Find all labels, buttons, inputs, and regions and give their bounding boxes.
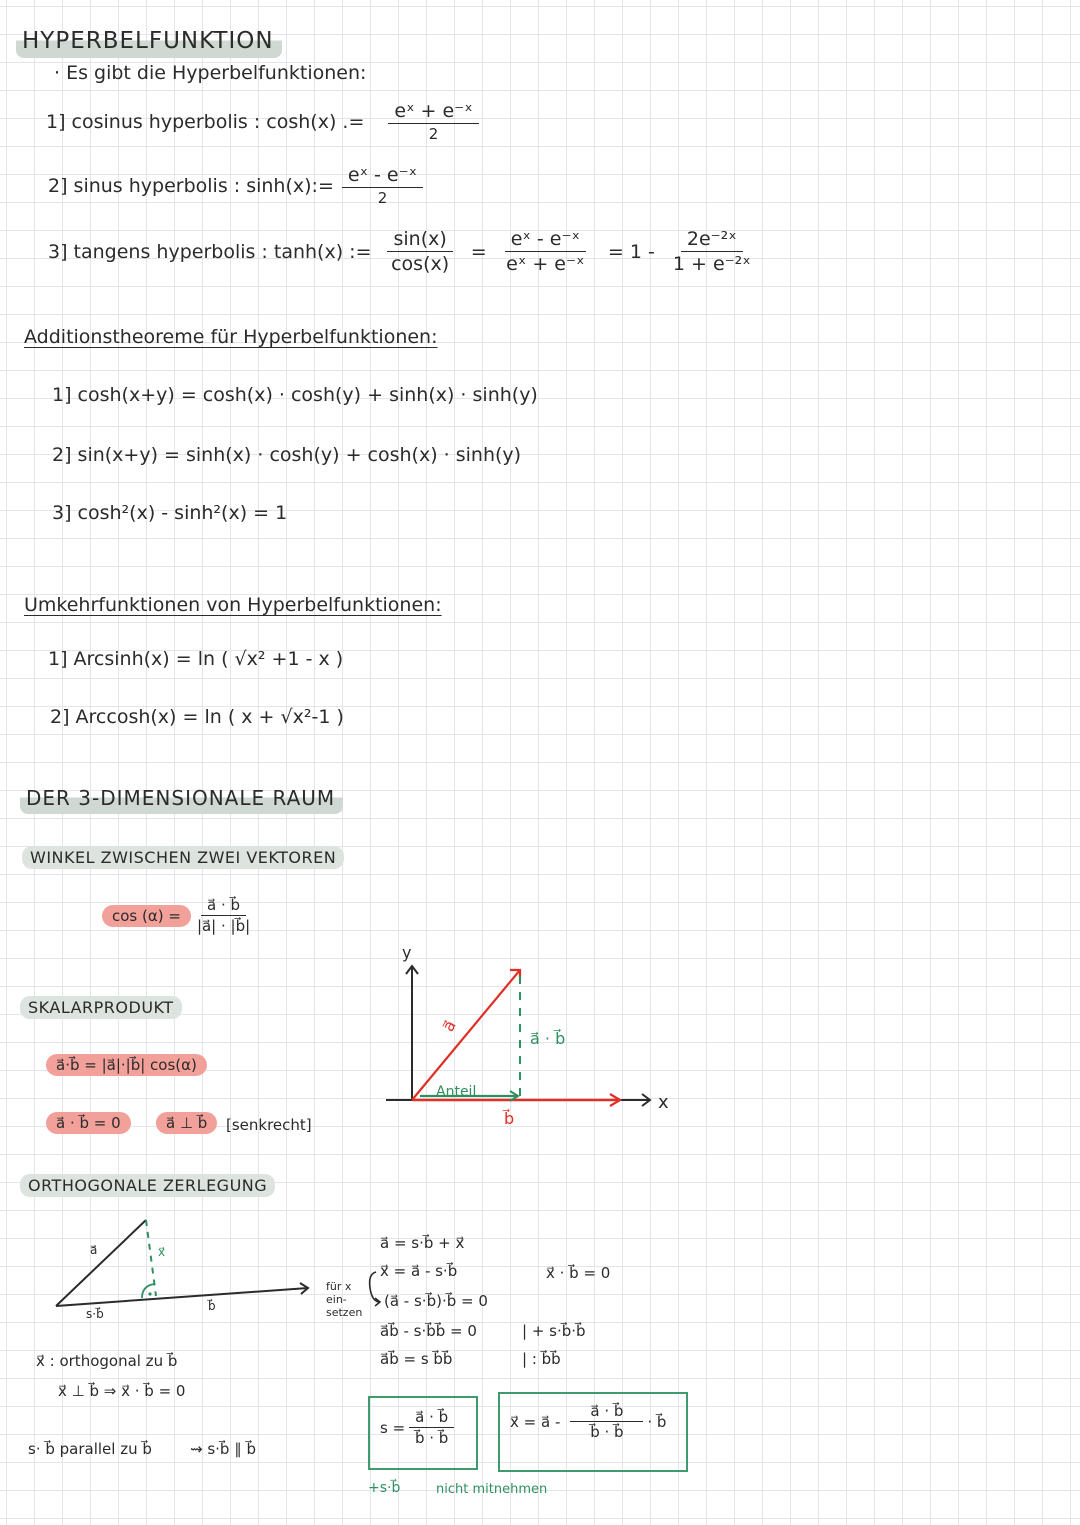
triangle-x-label: x⃗: [158, 1245, 166, 1259]
winkel-subtitle: WINKEL ZWISCHEN ZWEI VEKTOREN: [22, 846, 344, 869]
bracket-curve: [370, 1272, 380, 1302]
ortho-step-3: (a⃗ - s·b⃗)·b⃗ = 0: [384, 1292, 488, 1310]
ortho-triangle: [44, 1206, 324, 1326]
x-axis-label: x: [658, 1092, 669, 1113]
additions-item-3: 3] cosh²(x) - sinh²(x) = 1: [52, 502, 288, 524]
formula-cosh-fraction: [388, 100, 478, 143]
formula-tanh-frac2: [505, 228, 586, 275]
projection-label: a⃗ · b⃗: [530, 1029, 566, 1048]
anteil-label: Anteil: [436, 1084, 477, 1100]
inverse-item-2: 2] Arccosh(x) = ln ( x + √x²-1 ): [50, 706, 344, 728]
vector-a-label: a⃗: [438, 1016, 460, 1035]
result-x-fraction: [570, 1402, 643, 1441]
formula-tanh-frac3-num: 2e⁻²ˣ: [681, 228, 743, 252]
triangle-a: [56, 1220, 146, 1306]
formula-tanh-frac1-num: sin(x): [387, 228, 452, 252]
additions-item-2: 2] sin(x+y) = sinh(x) · cosh(y) + cosh(x) · sinh(y): [52, 444, 522, 466]
inverse-item-1: 1] Arcsinh(x) = ln ( √x² +1 - x ): [48, 648, 344, 670]
winkel-formula-den: |a⃗| · |b⃗|: [196, 917, 251, 935]
ortho-line-1: x⃗ : orthogonal zu b⃗: [36, 1352, 178, 1370]
ortho-step-2: x⃗ = a⃗ - s·b⃗: [380, 1262, 458, 1280]
fuer-x-einsetzen: [326, 1280, 362, 1319]
ortho-op-2: | : b⃗b⃗: [522, 1350, 561, 1368]
ortho-line-3: s· b⃗ parallel zu b⃗: [28, 1440, 152, 1458]
result-x-num: a⃗ · b⃗: [570, 1402, 643, 1422]
result-s-num: a⃗ · b⃗: [409, 1408, 454, 1428]
formula-tanh-frac2-den: eˣ + e⁻ˣ: [506, 253, 585, 275]
result-x-den: b⃗ · b⃗: [590, 1423, 624, 1441]
ortho-side-note: x⃗ · b⃗ = 0: [546, 1264, 611, 1282]
formula-tanh-label: 3] tangens hyperbolis : tanh(x) :=: [48, 240, 372, 263]
projection-diagram: [380, 940, 700, 1140]
formula-tanh: [48, 228, 755, 275]
winkel-formula-num: a⃗ · b⃗: [201, 896, 246, 916]
formula-cosh: [46, 100, 483, 143]
inverse-heading: Umkehrfunktionen von Hyperbelfunktionen:: [24, 594, 442, 616]
y-axis-label: y: [402, 943, 412, 962]
triangle-sb-label: s·b⃗: [86, 1307, 104, 1321]
hyperbel-intro: · Es gibt die Hyperbelfunktionen:: [54, 62, 367, 84]
formula-sinh-fraction: [342, 164, 423, 207]
result-s-lhs: s =: [380, 1418, 406, 1437]
triangle-b: [56, 1288, 308, 1306]
ortho-footnote-a: +s·b⃗: [368, 1480, 401, 1496]
formula-tanh-frac1-den: cos(x): [391, 253, 450, 275]
ortho-subtitle: ORTHOGONALE ZERLEGUNG: [20, 1174, 275, 1197]
ortho-step-5: a⃗b⃗ = s b⃗b⃗: [380, 1350, 453, 1368]
skalar-subtitle: SKALARPRODUKT: [20, 996, 182, 1019]
formula-tanh-frac3-den: 1 + e⁻²ˣ: [672, 253, 751, 275]
additions-heading: Additionstheoreme für Hyperbelfunktionen:: [24, 326, 438, 348]
formula-cosh-den: 2: [428, 125, 439, 143]
winkel-formula-fraction: [197, 896, 250, 935]
fuer-x-line: für x: [326, 1280, 352, 1293]
triangle-b-label: b⃗: [208, 1299, 216, 1313]
additions-item-1: 1] cosh(x+y) = cosh(x) · cosh(y) + sinh(x) · sinh(y): [52, 384, 538, 406]
result-s: [380, 1408, 458, 1447]
formula-sinh-den: 2: [377, 189, 388, 207]
winkel-formula-lhs: cos (α) =: [102, 905, 191, 927]
setzen-line: setzen: [326, 1306, 363, 1319]
ortho-step-4: a⃗b⃗ - s·b⃗b⃗ = 0: [380, 1322, 477, 1340]
winkel-formula: [102, 896, 254, 935]
formula-tanh-frac2-num: eˣ - e⁻ˣ: [505, 228, 586, 252]
formula-tanh-eq2: = 1 -: [607, 240, 655, 263]
formula-sinh-num: eˣ - e⁻ˣ: [342, 164, 423, 188]
right-angle-mark: [142, 1284, 154, 1298]
vector-a: [412, 970, 520, 1100]
result-x-lhs: x⃗ = a⃗ -: [510, 1412, 561, 1431]
skalar-note: [senkrecht]: [226, 1116, 312, 1134]
ortho-op-1: | + s·b⃗·b⃗: [522, 1322, 586, 1340]
result-x: [510, 1402, 666, 1441]
triangle-a-label: a⃗: [90, 1243, 98, 1257]
formula-sinh: [48, 164, 427, 207]
ortho-line-2: x⃗ ⊥ b⃗ ⇒ x⃗ · b⃗ = 0: [58, 1382, 186, 1400]
formula-tanh-frac1: [387, 228, 452, 275]
ortho-line-3b: ⇝ s·b⃗ ∥ b⃗: [190, 1440, 256, 1458]
ortho-step-1: a⃗ = s·b⃗ + x⃗: [380, 1234, 465, 1252]
skalar-perp: a⃗ ⊥ b⃗: [156, 1112, 217, 1134]
formula-sinh-label: 2] sinus hyperbolis : sinh(x):=: [48, 174, 334, 197]
section-title-raum: DER 3-DIMENSIONALE RAUM: [20, 784, 343, 814]
ein-line: ein-: [326, 1293, 347, 1306]
section-title-hyperbel: HYPERBELFUNKTION: [16, 26, 282, 58]
formula-tanh-frac3: [673, 228, 751, 275]
ortho-footnote-b: nicht mitnehmen: [436, 1482, 548, 1497]
formula-cosh-num: eˣ + e⁻ˣ: [388, 100, 478, 124]
skalar-formula: a⃗·b⃗ = |a⃗|·|b⃗| cos(α): [46, 1054, 207, 1076]
result-s-den: b⃗ · b⃗: [414, 1429, 449, 1447]
formula-cosh-label: 1] cosinus hyperbolis : cosh(x) .=: [46, 110, 365, 133]
vector-b-label: b⃗: [504, 1109, 515, 1128]
result-x-tail: · b⃗: [647, 1412, 667, 1431]
result-s-fraction: [409, 1408, 454, 1447]
formula-tanh-eq1: =: [470, 240, 487, 263]
right-angle-dot: [148, 1292, 151, 1295]
skalar-zero: a⃗ · b⃗ = 0: [46, 1112, 131, 1134]
